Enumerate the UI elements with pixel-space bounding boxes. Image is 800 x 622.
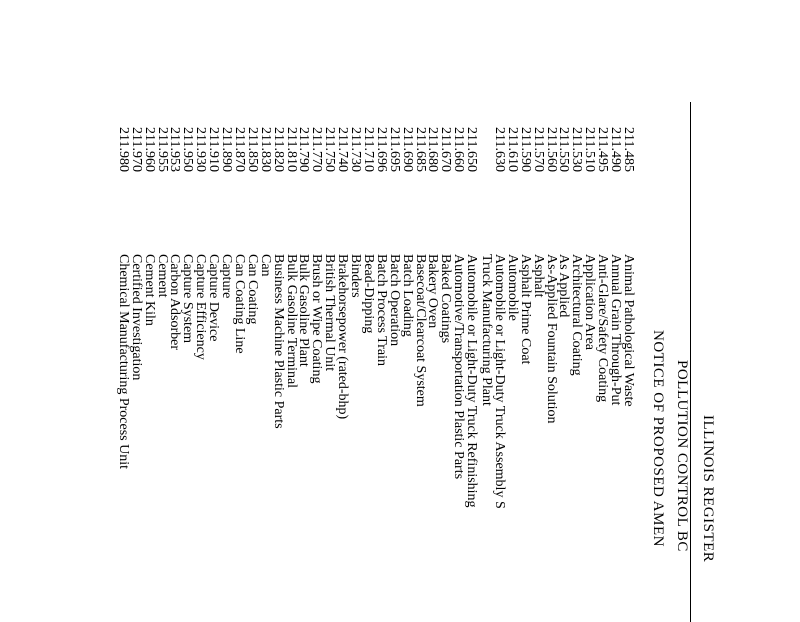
section-number: 211.695 bbox=[386, 127, 402, 172]
section-number: 211.530 bbox=[569, 127, 585, 172]
defined-term: Can Coating Line bbox=[232, 254, 247, 354]
defined-term: Baked Coatings bbox=[438, 254, 454, 344]
defined-term: Anti-Glare/Safety Coating bbox=[595, 254, 611, 403]
section-number: 211.650 bbox=[464, 127, 480, 172]
defined-term: Basecoat/Clearcoat System bbox=[412, 254, 428, 407]
section-number: 211.810 bbox=[283, 127, 299, 172]
defined-term: Carbon Adsorber bbox=[167, 254, 183, 351]
section-number: 211.485 bbox=[621, 127, 636, 172]
section-number: 211.960 bbox=[141, 127, 157, 172]
defined-term: Brakehorsepower (rated-bhp) bbox=[335, 254, 351, 420]
section-number: 211.930 bbox=[193, 127, 209, 172]
board-title: POLLUTION CONTROL BC bbox=[674, 360, 690, 552]
section-number: 211.590 bbox=[517, 127, 533, 172]
section-number: 211.955 bbox=[154, 127, 170, 172]
section-number: 211.950 bbox=[180, 127, 196, 172]
section-number: 211.980 bbox=[115, 127, 131, 172]
section-number: 211.850 bbox=[244, 127, 260, 172]
defined-term: Bulk Gasoline Plant bbox=[296, 254, 312, 367]
defined-term: Bakery Oven bbox=[425, 254, 441, 329]
defined-term: Chemical Manufacturing Process Unit bbox=[115, 254, 131, 470]
section-number: 211.490 bbox=[608, 127, 624, 172]
header-rule bbox=[690, 102, 691, 622]
section-number: 211.550 bbox=[556, 127, 572, 172]
defined-term: Cement bbox=[154, 254, 170, 298]
section-number: 211.610 bbox=[504, 127, 520, 172]
defined-term: Truck Manufacturing Plant bbox=[479, 254, 495, 406]
defined-term: Bead-Dipping bbox=[361, 254, 376, 334]
defined-term: Capture bbox=[219, 254, 235, 299]
section-number: 211.570 bbox=[530, 127, 546, 172]
notice-title: NOTICE OF PROPOSED AMEN bbox=[650, 330, 666, 547]
defined-term: Batch Process Train bbox=[373, 254, 389, 366]
section-number: 211.910 bbox=[206, 127, 222, 172]
section-number: 211.510 bbox=[582, 127, 598, 172]
defined-term: Automobile or Light-Duty Truck Refinishing bbox=[464, 254, 480, 508]
section-number: 211.685 bbox=[412, 127, 428, 172]
section-number: 211.730 bbox=[348, 127, 364, 172]
defined-term: Automotive/Transportation Plastic Parts bbox=[451, 254, 467, 480]
section-number: 211.870 bbox=[232, 127, 247, 172]
defined-term: Capture System bbox=[180, 254, 196, 344]
defined-term: Batch Operation bbox=[386, 254, 402, 347]
defined-term: Brush or Wipe Coating bbox=[309, 254, 325, 384]
defined-term: Asphalt bbox=[530, 254, 546, 298]
section-number: 211.560 bbox=[543, 127, 559, 172]
section-number: 211.770 bbox=[309, 127, 325, 172]
section-number: 211.820 bbox=[270, 127, 286, 172]
section-number: 211.750 bbox=[322, 127, 338, 172]
defined-term: Automobile or Light-Duty Truck Assembly S bbox=[492, 254, 507, 509]
section-number: 211.970 bbox=[128, 127, 144, 172]
defined-term: Cement Kiln bbox=[141, 254, 157, 326]
section-number: 211.953 bbox=[167, 127, 183, 172]
defined-term: Automobile bbox=[504, 254, 520, 321]
defined-term: Business Machine Plastic Parts bbox=[270, 254, 286, 429]
section-number: 211.495 bbox=[595, 127, 611, 172]
defined-term: Batch Loading bbox=[399, 254, 415, 337]
section-number: 211.790 bbox=[296, 127, 312, 172]
defined-term: Annual Grain Through-Put bbox=[608, 254, 624, 406]
defined-term: Can bbox=[257, 254, 273, 277]
section-number: 211.690 bbox=[399, 127, 415, 172]
defined-term: Capture Device bbox=[206, 254, 222, 342]
section-number: 211.740 bbox=[335, 127, 351, 172]
section-number: 211.630 bbox=[492, 127, 507, 172]
defined-term: British Thermal Unit bbox=[322, 254, 338, 372]
defined-term: Can Coating bbox=[244, 254, 260, 325]
section-number: 211.660 bbox=[451, 127, 467, 172]
defined-term: Asphalt Prime Coat bbox=[517, 254, 533, 365]
defined-term: Bulk Gasoline Terminal bbox=[283, 254, 299, 389]
section-number: 211.830 bbox=[257, 127, 273, 172]
section-number: 211.710 bbox=[361, 127, 376, 172]
defined-term: Certified Investigation bbox=[128, 254, 144, 381]
defined-term: As Applied bbox=[556, 254, 572, 318]
defined-term: Capture Efficiency bbox=[193, 254, 209, 360]
defined-term: Architectural Coating bbox=[569, 254, 585, 376]
section-number: 211.890 bbox=[219, 127, 235, 172]
defined-term: Binders bbox=[348, 254, 364, 298]
register-title: ILLINOIS REGISTER bbox=[700, 415, 716, 563]
section-number: 211.680 bbox=[425, 127, 441, 172]
section-number: 211.670 bbox=[438, 127, 454, 172]
defined-term: Animal Pathological Waste bbox=[621, 254, 636, 407]
section-number: 211.696 bbox=[373, 127, 389, 172]
defined-term: As-Applied Fountain Solution bbox=[543, 254, 559, 424]
defined-term: Application Area bbox=[582, 254, 598, 351]
